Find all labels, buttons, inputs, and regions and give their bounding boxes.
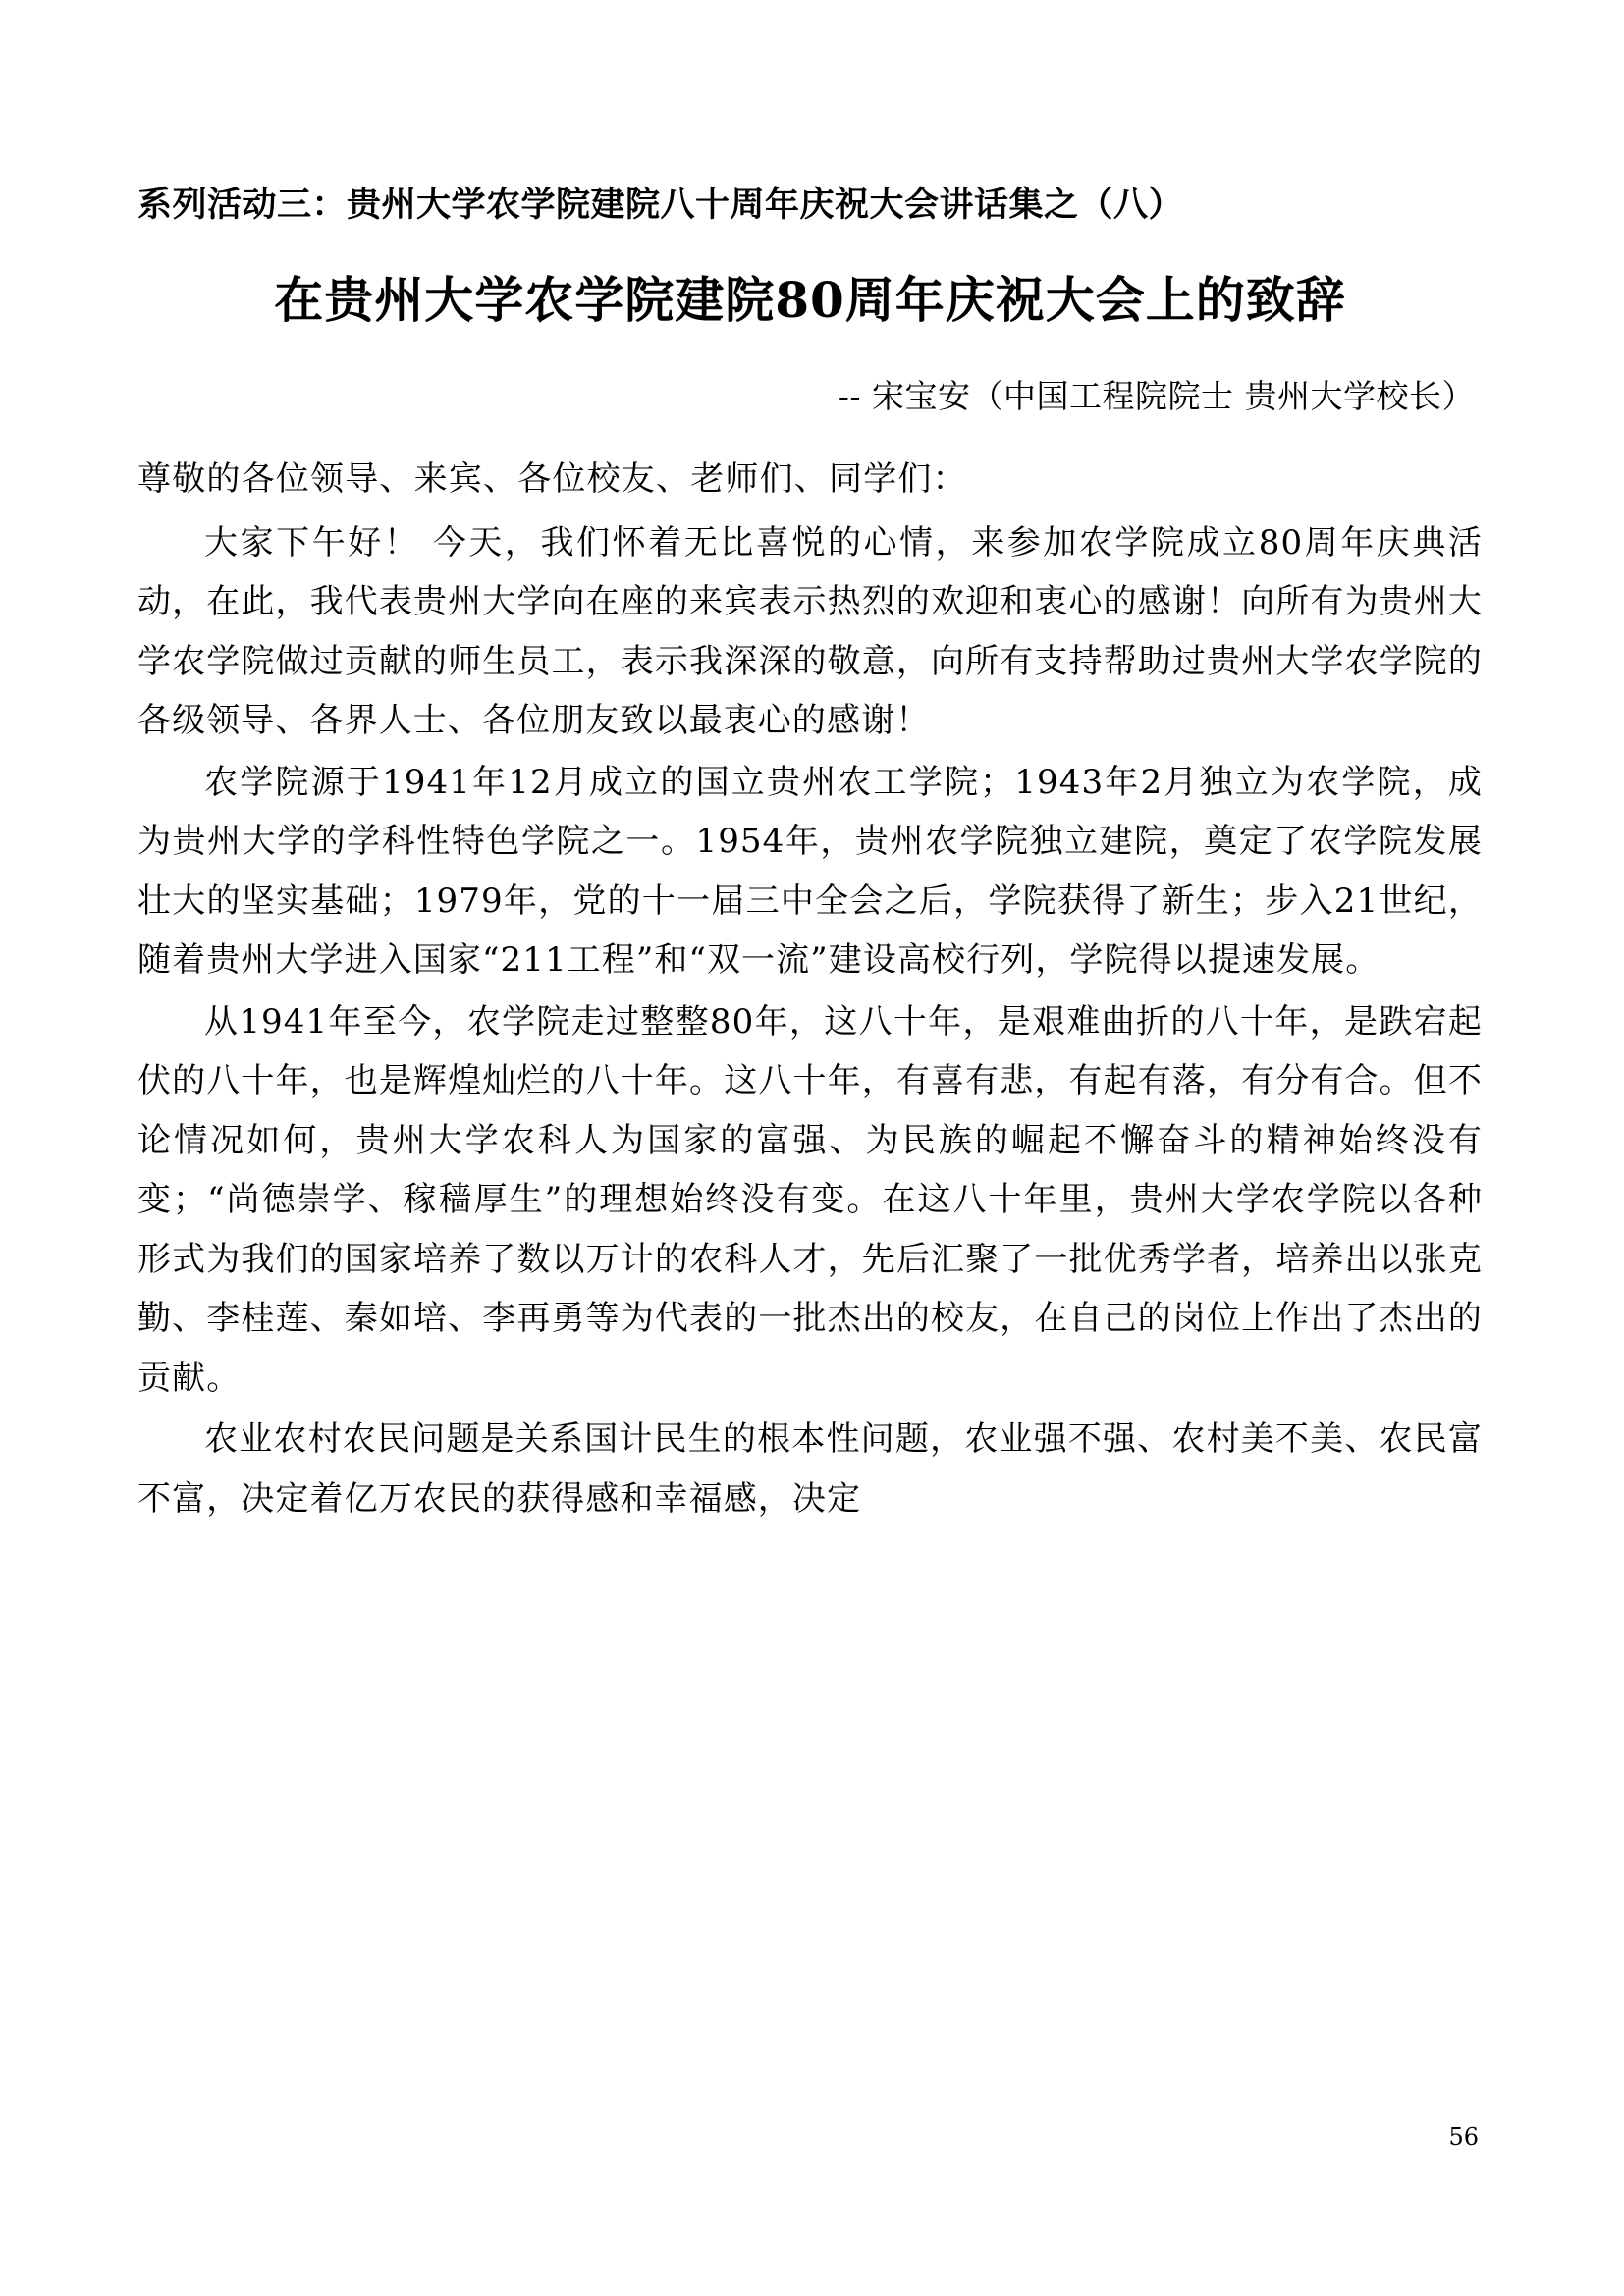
salutation: 尊敬的各位领导、来宾、各位校友、老师们、同学们：: [137, 459, 967, 500]
body-paragraph: 大家下午好！ 今天，我们怀着无比喜悦的心情，来参加农学院成立80周年庆典活动，在此，我代表贵州大学向在座的来宾表示热烈的欢迎和衷心的感谢！向所有为贵州大学农学院做过贡献的师生员工，表示我深深的敬意，向所有支持帮助过贵州大学农学院的各级领导、各界人士、各位朋友致以最衷心的感谢！: [137, 522, 1483, 741]
page-number: 56: [1448, 2123, 1479, 2151]
body-paragraph: 从1941年至今，农学院走过整整80年，这八十年，是艰难曲折的八十年，是跌宕起伏的八十年，也是辉煌灿烂的八十年。这八十年，有喜有悲，有起有落，有分有合。但不论情况如何，贵州大学农科人为国家的富强、为民族的崛起不懈奋斗的精神始终没有变；“尚德崇学、稼穑厚生”的理想始终没有变。在这八十年里，贵州大学农学院以各种形式为我们的国家培养了数以万计的农科人才，先后汇聚了一批优秀学者，培养出以张克勤、李桂莲、秦如培、李再勇等为代表的一批杰出的校友，在自己的岗位上作出了杰出的贡献。: [137, 1001, 1483, 1398]
body-paragraph: 农学院源于1941年12月成立的国立贵州农工学院；1943年2月独立为农学院，成为贵州大学的学科性特色学院之一。1954年，贵州农学院独立建院，奠定了农学院发展壮大的坚实基础；1979年，党的十一届三中全会之后，学院获得了新生；步入21世纪，随着贵州大学进入国家“211工程”和“双一流”建设高校行列，学院得以提速发展。: [137, 762, 1483, 981]
series-heading: 系列活动三：贵州大学农学院建院八十周年庆祝大会讲话集之（八）: [137, 185, 1184, 225]
body-paragraph: 农业农村农民问题是关系国计民生的根本性问题，农业强不强、农村美不美、农民富不富，决定着亿万农民的获得感和幸福感，决定: [137, 1419, 1483, 1519]
page-title: 在贵州大学农学院建院80周年庆祝大会上的致辞: [274, 271, 1346, 330]
page-content: [137, 182, 1483, 1529]
author-byline: -- 宋宝安（中国工程院院士 贵州大学校长）: [838, 377, 1475, 416]
